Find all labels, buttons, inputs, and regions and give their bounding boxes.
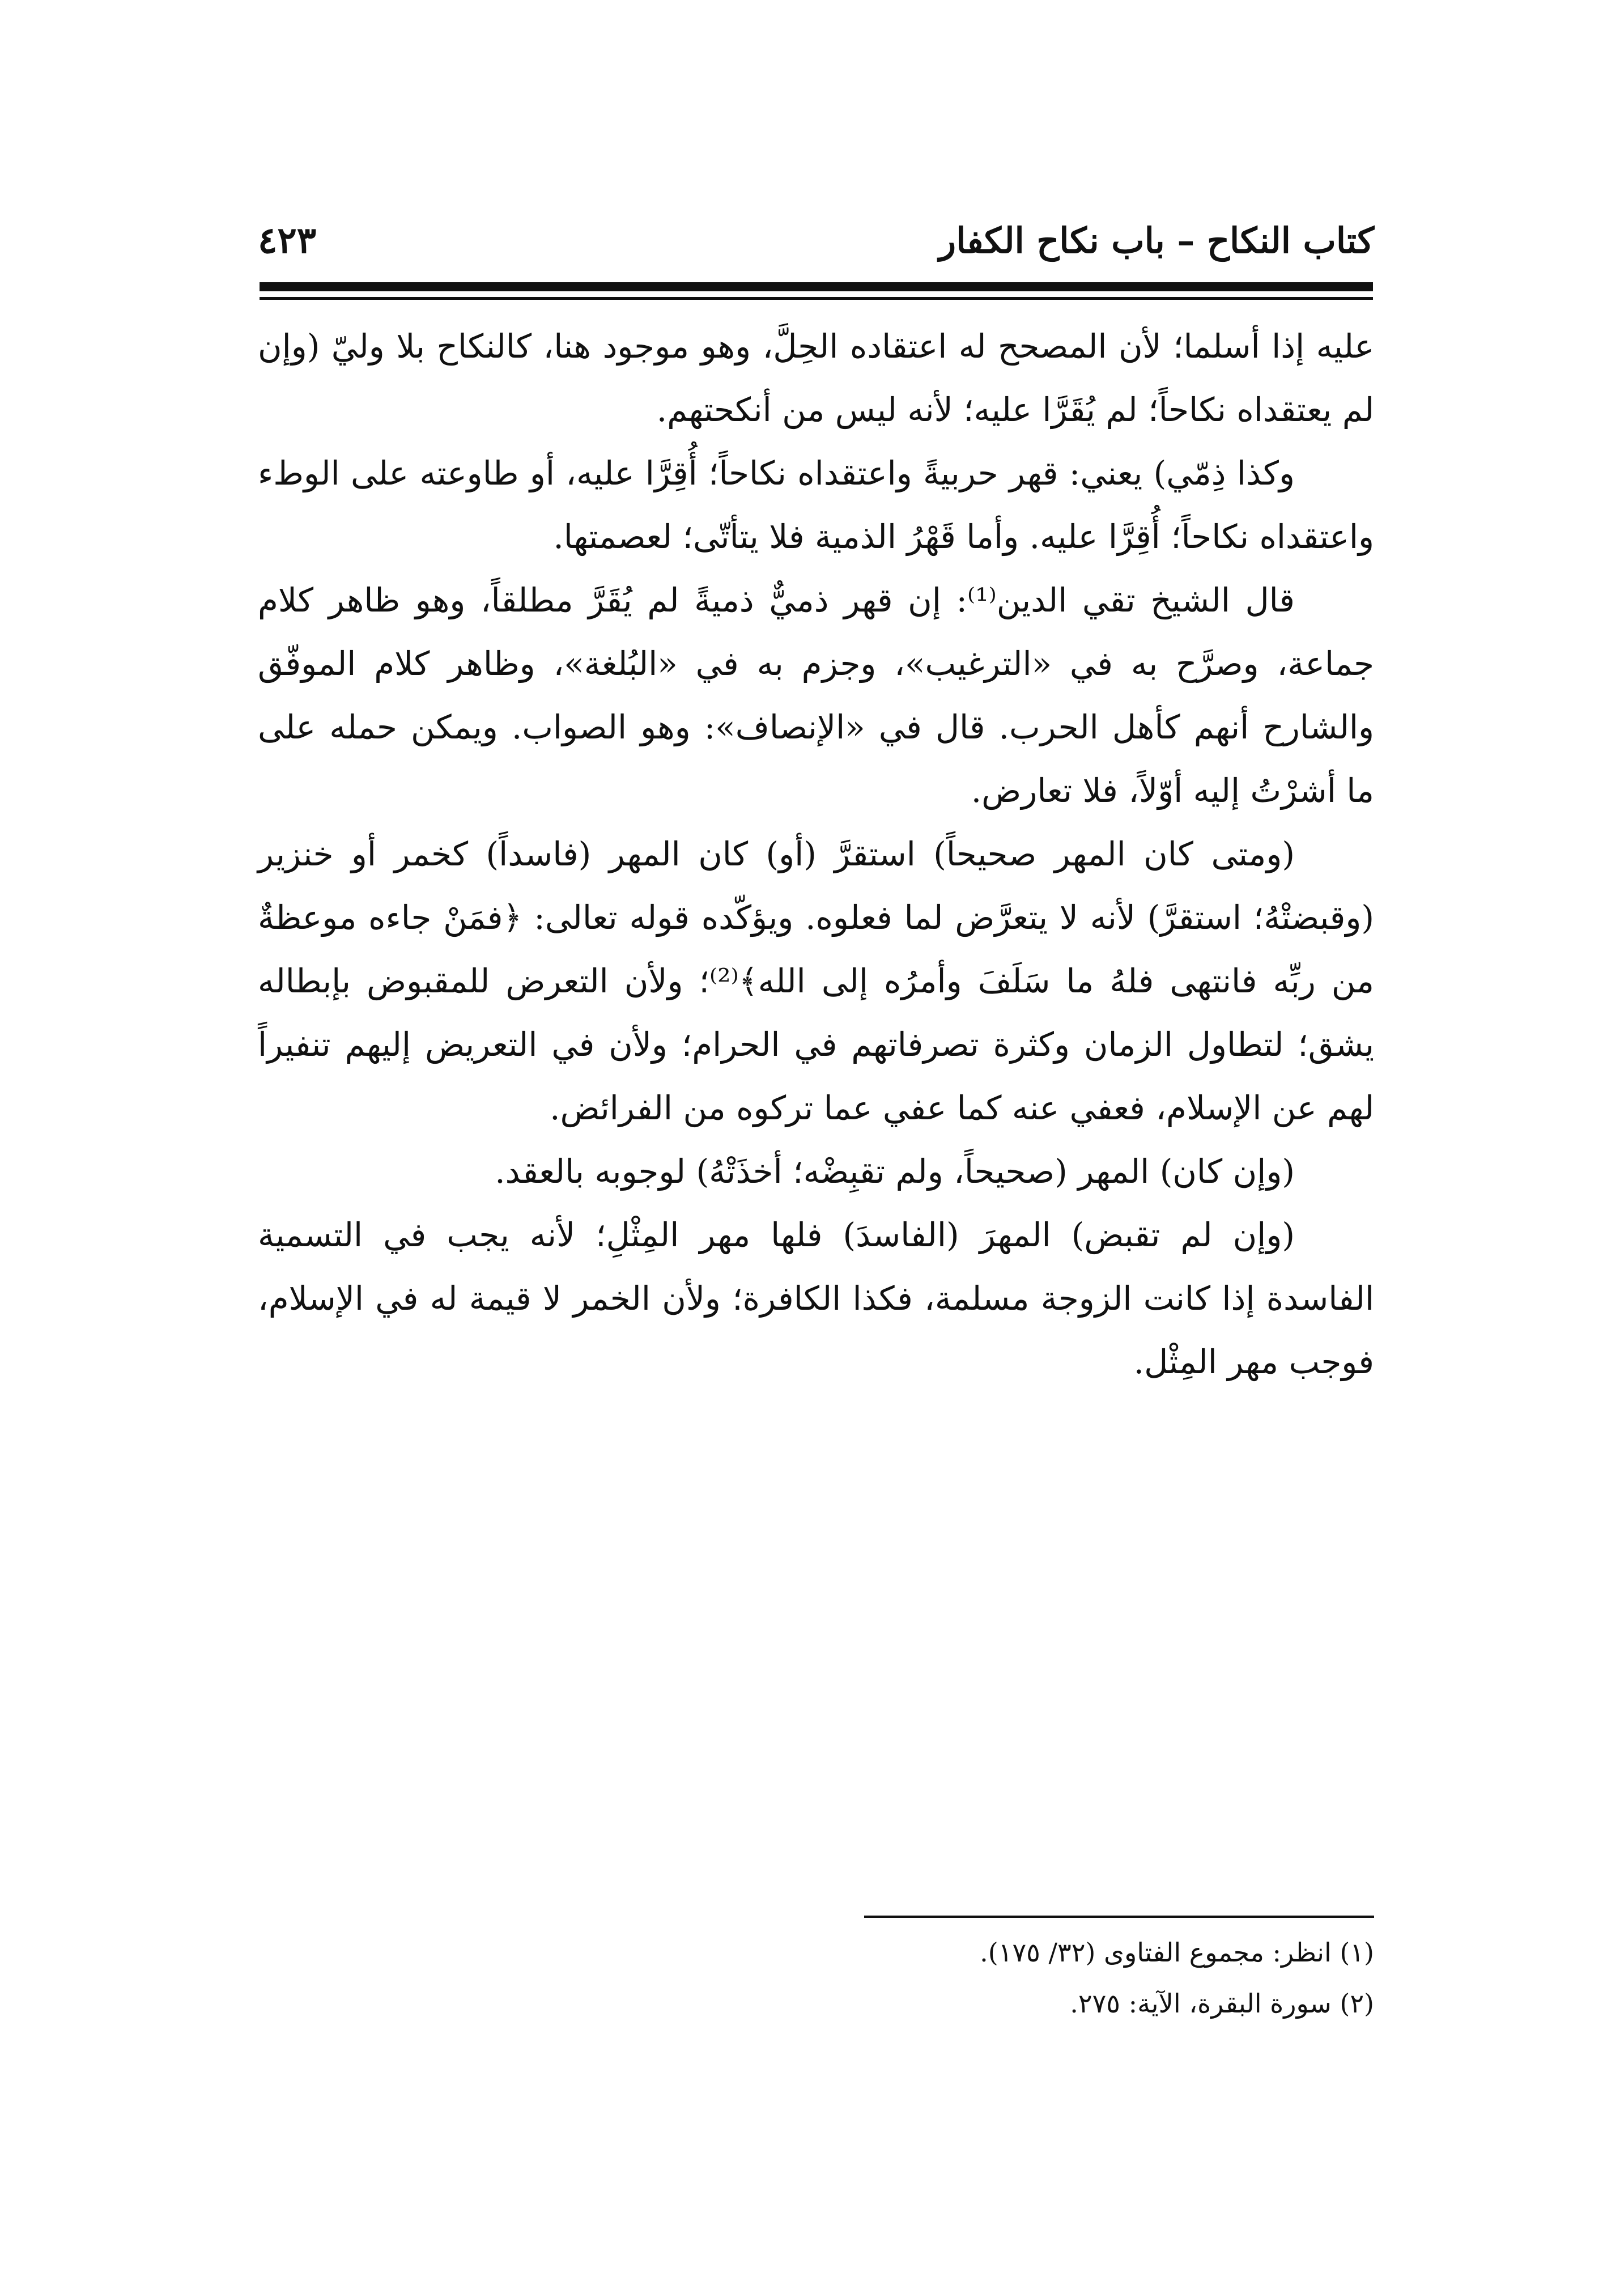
- page-number: ٤٢٣: [258, 219, 317, 262]
- header-rule-thick: [260, 282, 1373, 291]
- paragraph: (وإن كان) المهر (صحيحاً، ولم تقبِضْه؛ أخذَتْهُ) لوجوبه بالعقد.: [495, 1152, 1295, 1191]
- footnote: (٢) سورة البقرة، الآية: ٢٧٥.: [1070, 1988, 1374, 2019]
- paragraph: (وإن لم تقبض) المهرَ (الفاسدَ) فلها مهر المِثْلِ؛ لأنه يجب في التسمية الفاسدة إذا كانت الزوجة مسلمة، فكذا الكافرة؛ ولأن الخمر لا قيمة له في الإسلام، فوجب مهر المِثْل.: [258, 1216, 1374, 1381]
- footnote: (١) انظر: مجموع الفتاوى (٣٢/ ١٧٥).: [980, 1937, 1374, 1968]
- paragraph: عليه إذا أسلما؛ لأن المصحح له اعتقاده الحِلَّ، وهو موجود هنا، كالنكاح بلا وليّ (وإن لم يعتقداه نكاحاً؛ لم يُقَرَّا عليه؛ لأنه ليس من أنكحتهم.: [258, 327, 1374, 429]
- main-text: [258, 315, 1374, 1394]
- footnotes: [258, 1927, 1374, 2029]
- paragraph: وكذا ذِمّي) يعني: قهر حربيةً واعتقداه نكاحاً؛ أُقِرَّا عليه، أو طاوعته على الوطء واعتقداه نكاحاً؛ أُقِرَّا عليه. وأما قَهْرُ الذمية فلا يتأتّى؛ لعصمتها.: [258, 454, 1374, 556]
- running-title: كتاب النكاح – باب نكاح الكفار: [939, 220, 1374, 261]
- paragraph: (ومتى كان المهر صحيحاً) استقرَّ (أو) كان المهر (فاسداً) كخمر أو خنزير (وقبضتْهُ؛ استقرَّ) لأنه لا يتعرَّض لما فعلوه. ويؤكّده قوله تعالى: ﴿فمَنْ جاءه موعظةٌ من ربِّه فانتهى فلهُ ما سَلَفَ وأمرُه إلى الله﴾⁽²⁾؛ ولأن التعرض للمقبوض بإبطاله يشق؛ لتطاول الزمان وكثرة تصرفاتهم في الحرام؛ ولأن في التعريض إليهم تنفيراً لهم عن الإسلام، فعفي عنه كما عفي عما تركوه من الفرائض.: [258, 835, 1374, 1127]
- footnote-separator: [864, 1916, 1374, 1918]
- page-header: [258, 213, 1374, 275]
- header-rule-thin: [260, 297, 1373, 300]
- paragraph: قال الشيخ تقي الدين⁽¹⁾: إن قهر ذميٌّ ذميةً لم يُقَرَّ مطلقاً، وهو ظاهر كلام جماعة، وصرَّح به في «الترغيب»، وجزم به في «البُلغة»، وظاهر كلام الموفّق والشارح أنهم كأهل الحرب. قال في «الإنصاف»: وهو الصواب. ويمكن حمله على ما أشرْتُ إليه أوّلاً، فلا تعارض.: [258, 581, 1375, 810]
